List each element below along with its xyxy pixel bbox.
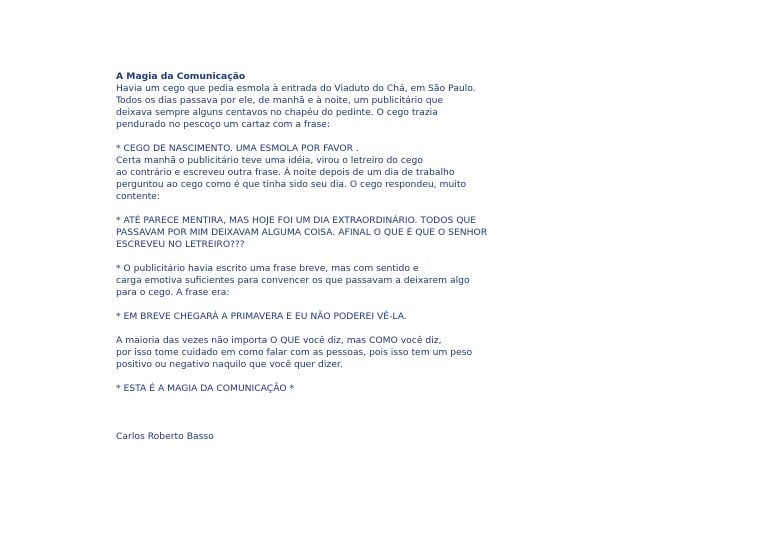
author-name: Carlos Roberto Basso [116,431,214,442]
paragraph-reply [116,215,716,251]
spacer [116,251,716,263]
spacer [116,131,716,143]
sign-text-new: * EM BREVE CHEGARÁ A PRIMAVERA E EU NÃO PODEREI VÊ-LA. [116,311,407,322]
text-line: A maioria das vezes não importa O QUE você diz, mas COMO você diz, [116,335,442,346]
text-line: por isso tome cuidado em como falar com as pessoas, pois isso tem um peso [116,347,473,358]
text-line: * O publicitário havia escrito uma frase breve, mas com sentido e [116,263,419,274]
paragraph-story [116,155,716,203]
text-line: PASSAVAM POR MIM DEIXAVAM ALGUMA COISA. AFINAL O QUE É QUE O SENHOR [116,227,488,238]
text-line: Certa manhã o publicitário teve uma idéia, virou o letreiro do cego [116,155,423,166]
document-title: A Magia da Comunicação [116,71,246,82]
text-line: deixava sempre alguns centavos no chapéu do pedinte. O cego trazia [116,107,438,118]
text-line: Havia um cego que pedia esmola à entrada do Viaduto do Chá, em São Paulo. [116,83,476,94]
text-line: * ATÉ PARECE MENTIRA, MAS HOJE FOI UM DIA EXTRAORDINÁRIO. TODOS QUE [116,215,476,226]
document-body [116,71,716,443]
spacer [116,299,716,311]
spacer [116,395,716,431]
text-line: pendurado no pescoço um cartaz com a frase: [116,119,331,130]
paragraph-moral [116,335,716,371]
spacer [116,323,716,335]
sign-text-original: * CEGO DE NASCIMENTO. UMA ESMOLA POR FAVOR . [116,143,359,154]
text-line: ao contrário e escreveu outra frase. À noite depois de um dia de trabalho [116,167,455,178]
text-line: para o cego. A frase era: [116,287,230,298]
text-line: carga emotiva suficientes para convencer os que passavam a deixarem algo [116,275,470,286]
paragraph-intro [116,83,716,131]
spacer [116,203,716,215]
text-line: perguntou ao cego como é que tinha sido seu dia. O cego respondeu, muito [116,179,467,190]
text-line: positivo ou negativo naquilo que você quer dizer. [116,359,343,370]
closing-line: * ESTA É A MAGIA DA COMUNICAÇÃO * [116,383,295,394]
text-line: Todos os dias passava por ele, de manhã e à noite, um publicitário que [116,95,444,106]
paragraph-explanation [116,263,716,299]
text-line: contente: [116,191,160,202]
spacer [116,371,716,383]
text-line: ESCREVEU NO LETREIRO??? [116,239,245,250]
